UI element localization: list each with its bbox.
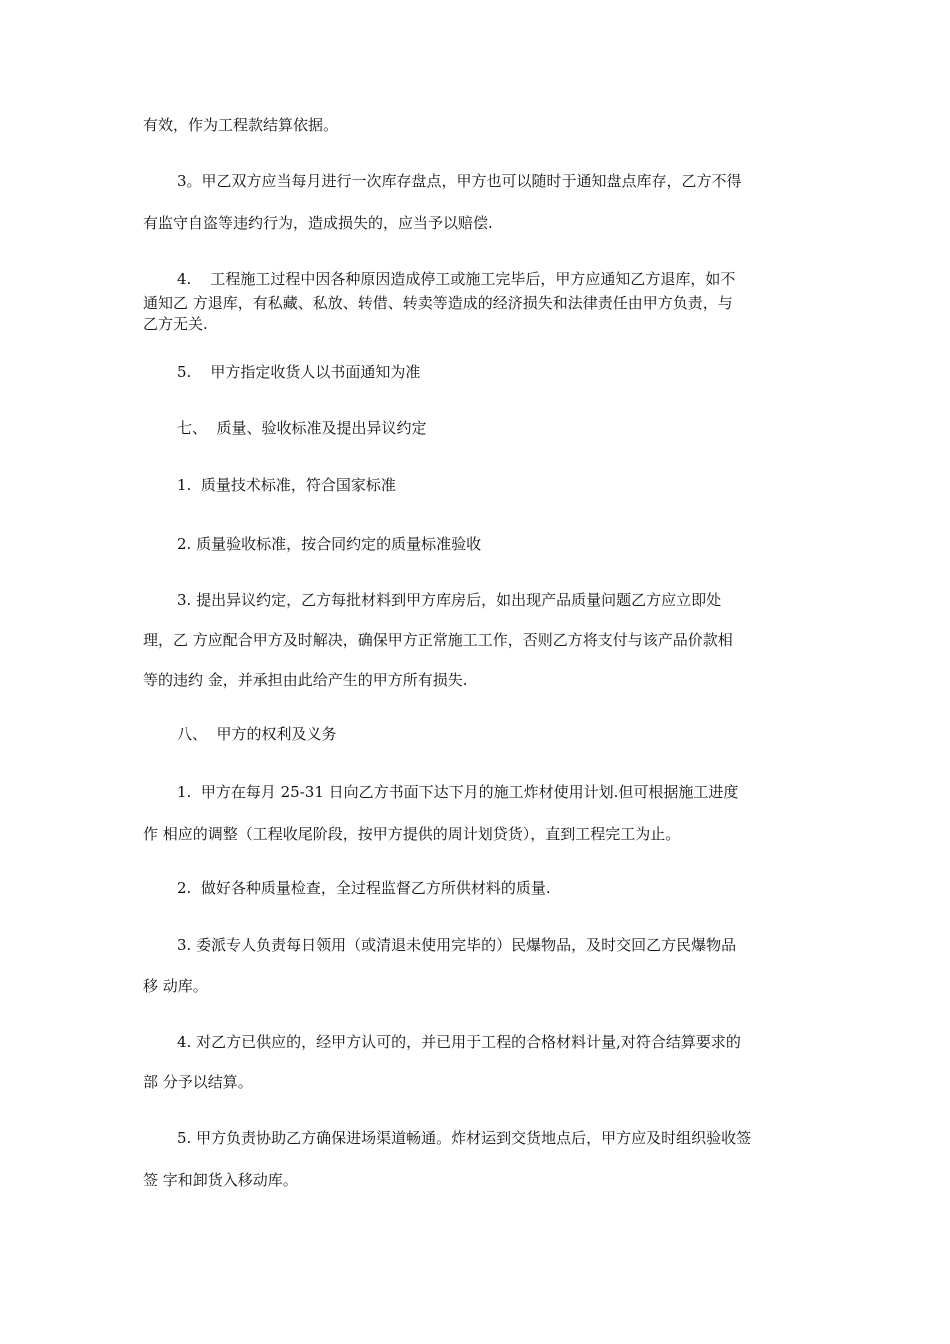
text-line: 3。甲乙双方应当每月进行一次库存盘点，甲方也可以随时于通知盘点库存，乙方不得	[177, 172, 742, 190]
text-line: 等的违约 金，并承担由此给产生的甲方所有损失.	[143, 671, 468, 689]
section-heading: 八、 甲方的权利及义务	[177, 725, 337, 743]
text-line: 移 动库。	[143, 977, 208, 995]
text-line: 有监守自盗等违约行为，造成损失的，应当予以赔偿.	[143, 214, 493, 232]
text-line: 乙方无关.	[143, 315, 208, 333]
text-line: 1. 质量技术标准，符合国家标准	[177, 476, 396, 494]
text-line: 2. 做好各种质量检查，全过程监督乙方所供材料的质量.	[177, 879, 551, 897]
text-line: 部 分予以结算。	[143, 1073, 253, 1091]
text-line: 4. 工程施工过程中因各种原因造成停工或施工完毕后，甲方应通知乙方退库，如不	[177, 270, 736, 288]
text-line: 通知乙 方退库，有私藏、私放、转借、转卖等造成的经济损失和法律责任由甲方负责，与	[143, 294, 733, 312]
text-line: 5. 甲方负责协助乙方确保进场渠道畅通。炸材运到交货地点后，甲方应及时组织验收签	[177, 1129, 752, 1147]
text-line: 签 字和卸货入移动库。	[143, 1171, 298, 1189]
text-line: 有效，作为工程款结算依据。	[143, 116, 339, 134]
text-line: 3. 提出异议约定，乙方每批材料到甲方库房后，如出现产品质量问题乙方应立即处	[177, 591, 722, 609]
text-line: 4. 对乙方已供应的，经甲方认可的，并已用于工程的合格材料计量,对符合结算要求的	[177, 1033, 741, 1051]
text-line: 作 相应的调整（工程收尾阶段，按甲方提供的周计划贷货），直到工程完工为止。	[143, 825, 681, 843]
section-heading: 七、 质量、验收标准及提出异议约定	[177, 419, 427, 437]
text-line: 2. 质量验收标准，按合同约定的质量标准验收	[177, 535, 482, 553]
text-line: 5. 甲方指定收货人以书面通知为准	[177, 363, 421, 381]
text-line: 理，乙 方应配合甲方及时解决，确保甲方正常施工工作，否则乙方将支付与该产品价款相	[143, 631, 733, 649]
text-line: 1. 甲方在每月 25-31 日向乙方书面下达下月的施工炸材使用计划.但可根据施工进度	[177, 783, 739, 801]
text-line: 3. 委派专人负责每日领用（或清退未使用完毕的）民爆物品，及时交回乙方民爆物品	[177, 936, 737, 954]
